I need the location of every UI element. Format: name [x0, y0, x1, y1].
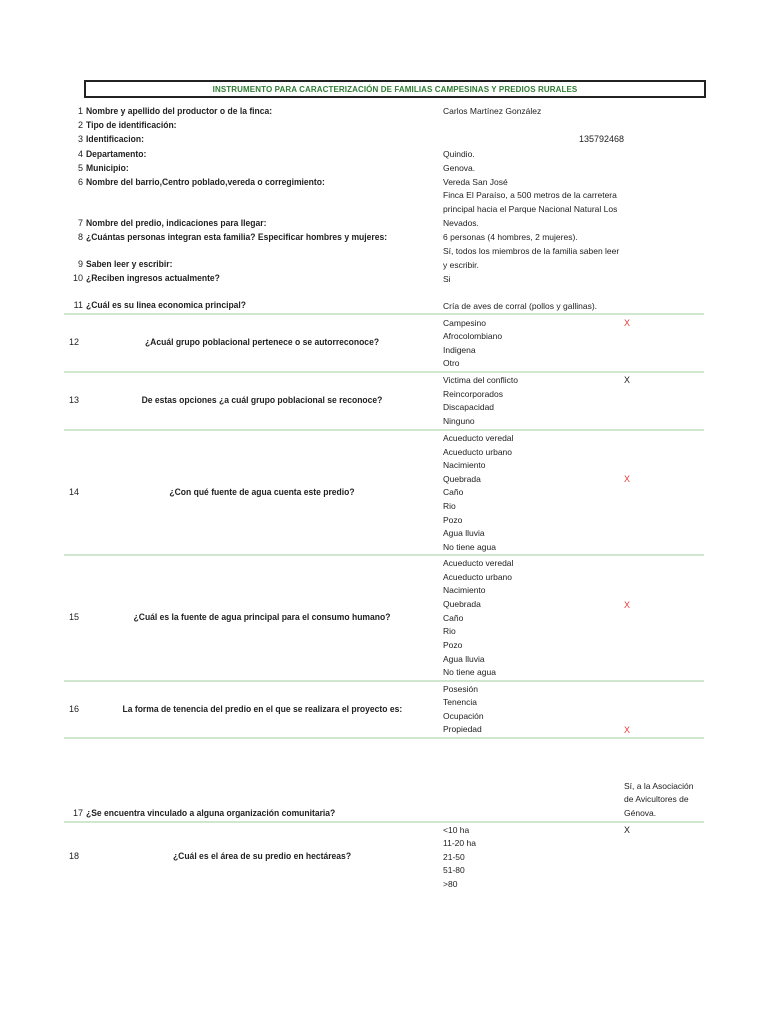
option-item: Reincorporados	[443, 389, 504, 399]
option-item: No tiene agua	[443, 542, 496, 552]
option-item: 51-80	[443, 865, 465, 875]
question-label: ¿Se encuentra vinculado a alguna organización comunitaria?	[86, 808, 336, 818]
row-number: 3	[77, 134, 83, 144]
identification-value: 135792468	[579, 134, 625, 144]
answer-value: Cría de aves de corral (pollos y gallinas).	[443, 301, 598, 311]
option-item: Agua lluvia	[443, 654, 485, 664]
row-number: 11	[73, 300, 83, 310]
option-item: Acueducto veredal	[443, 558, 514, 568]
question-label: ¿Cuál es la fuente de agua principal para el consumo humano?	[133, 612, 391, 622]
option-item: Otro	[443, 358, 460, 368]
question-label: Departamento:	[86, 149, 147, 159]
option-item: Indigena	[443, 345, 476, 355]
row-number: 4	[77, 149, 83, 159]
question-label: ¿Reciben ingresos actualmente?	[86, 273, 220, 283]
option-item: No tiene agua	[443, 667, 496, 677]
row-number: 1	[77, 106, 83, 116]
form-title: INSTRUMENTO PARA CARACTERIZACIÓN DE FAMILIAS CAMPESINAS Y PREDIOS RURALES	[212, 84, 578, 94]
row-separator	[64, 737, 704, 739]
answer-value: y escribir.	[443, 260, 479, 270]
answer-value: Si	[443, 274, 451, 284]
answer-value: Genova.	[443, 163, 476, 173]
selection-mark: X	[624, 725, 631, 735]
row-number: 12	[69, 337, 80, 347]
question-label: ¿Acuál grupo poblacional pertenece o se autorreconoce?	[144, 337, 380, 347]
answer-value: principal hacia el Parque Nacional Natural Los	[443, 204, 618, 214]
option-item: Caño	[443, 487, 464, 497]
row-number: 10	[72, 273, 83, 283]
question-label: Identificacion:	[86, 134, 144, 144]
selection-mark: X	[624, 600, 631, 610]
option-item: Acueducto urbano	[443, 447, 512, 457]
answer-value: Vereda San José	[443, 177, 508, 187]
answer-value: Génova.	[624, 808, 657, 818]
row-separator	[64, 554, 704, 556]
selection-mark: X	[624, 375, 631, 385]
option-item: Pozo	[443, 640, 463, 650]
question-label: Nombre y apellido del productor o de la finca:	[86, 106, 273, 116]
answer-value: Sí, a la Asociación	[624, 781, 694, 791]
row-number: 2	[77, 120, 83, 130]
selection-mark: X	[624, 318, 631, 328]
option-item: Nacimiento	[443, 460, 486, 470]
option-item: Propiedad	[443, 724, 482, 734]
option-item: Nacimiento	[443, 585, 486, 595]
answer-value: Carlos Martínez González	[443, 106, 542, 116]
question-label: ¿Cuál es su linea economica principal?	[86, 300, 247, 310]
option-item: Rio	[443, 626, 456, 636]
option-item: Acueducto veredal	[443, 433, 514, 443]
option-item: Rio	[443, 501, 456, 511]
answer-value: Quindio.	[443, 149, 475, 159]
row-number: 17	[72, 808, 83, 818]
form-title-box	[84, 80, 706, 98]
option-item: 11-20 ha	[443, 838, 476, 848]
row-separator	[64, 313, 704, 315]
question-label: Municipio:	[86, 163, 129, 173]
answer-value: Finca El Paraíso, a 500 metros de la carretera	[443, 190, 617, 200]
row-separator	[64, 371, 704, 373]
option-item: Afrocolombiano	[443, 331, 503, 341]
row-number: 6	[77, 177, 83, 187]
option-item: >80	[443, 879, 458, 889]
option-item: Pozo	[443, 515, 463, 525]
row-number: 13	[69, 395, 80, 405]
question-label: De estas opciones ¿a cuál grupo poblacional se reconoce?	[141, 395, 383, 405]
question-label: La forma de tenencia del predio en el que se realizara el proyecto es:	[122, 704, 403, 714]
selection-mark: X	[624, 474, 631, 484]
row-separator	[64, 821, 704, 823]
option-item: Quebrada	[443, 474, 481, 484]
question-label: ¿Con qué fuente de agua cuenta este predio?	[169, 487, 355, 497]
option-item: Tenencia	[443, 697, 478, 707]
answer-value: Sí, todos los miembros de la familia saben leer	[443, 246, 620, 256]
row-number: 16	[69, 704, 80, 714]
answer-value: 6 personas (4 hombres, 2 mujeres).	[443, 232, 578, 242]
option-item: Victima del conflicto	[443, 375, 518, 385]
option-item: 21-50	[443, 852, 465, 862]
option-item: Caño	[443, 613, 464, 623]
row-number: 8	[77, 232, 83, 242]
row-number: 7	[77, 218, 83, 228]
answer-value: de Avicultores de	[624, 794, 689, 804]
row-number: 18	[69, 851, 80, 861]
row-number: 9	[77, 259, 83, 269]
option-item: Posesión	[443, 684, 478, 694]
option-item: <10 ha	[443, 825, 470, 835]
option-item: Ninguno	[443, 416, 475, 426]
row-separator	[64, 680, 704, 682]
option-item: Campesino	[443, 318, 486, 328]
option-item: Ocupación	[443, 711, 484, 721]
option-item: Agua lluvia	[443, 528, 485, 538]
question-label: ¿Cuántas personas integran esta familia? Especificar hombres y mujeres:	[86, 232, 388, 242]
answer-value: Nevados.	[443, 218, 479, 228]
question-label: Saben leer y escribir:	[86, 259, 173, 269]
row-number: 5	[77, 163, 83, 173]
option-item: Quebrada	[443, 599, 481, 609]
selection-mark: X	[624, 825, 631, 835]
question-label: ¿Cuál es el área de su predio en hectáreas?	[172, 851, 352, 861]
option-item: Acueducto urbano	[443, 572, 512, 582]
question-label: Nombre del predio, indicaciones para llegar:	[86, 218, 267, 228]
row-number: 14	[69, 487, 80, 497]
option-item: Discapacidad	[443, 402, 495, 412]
question-label: Nombre del barrio,Centro poblado,vereda o corregimiento:	[86, 177, 325, 187]
question-label: Tipo de identificación:	[86, 120, 177, 130]
row-number: 15	[69, 612, 80, 622]
row-separator	[64, 429, 704, 431]
